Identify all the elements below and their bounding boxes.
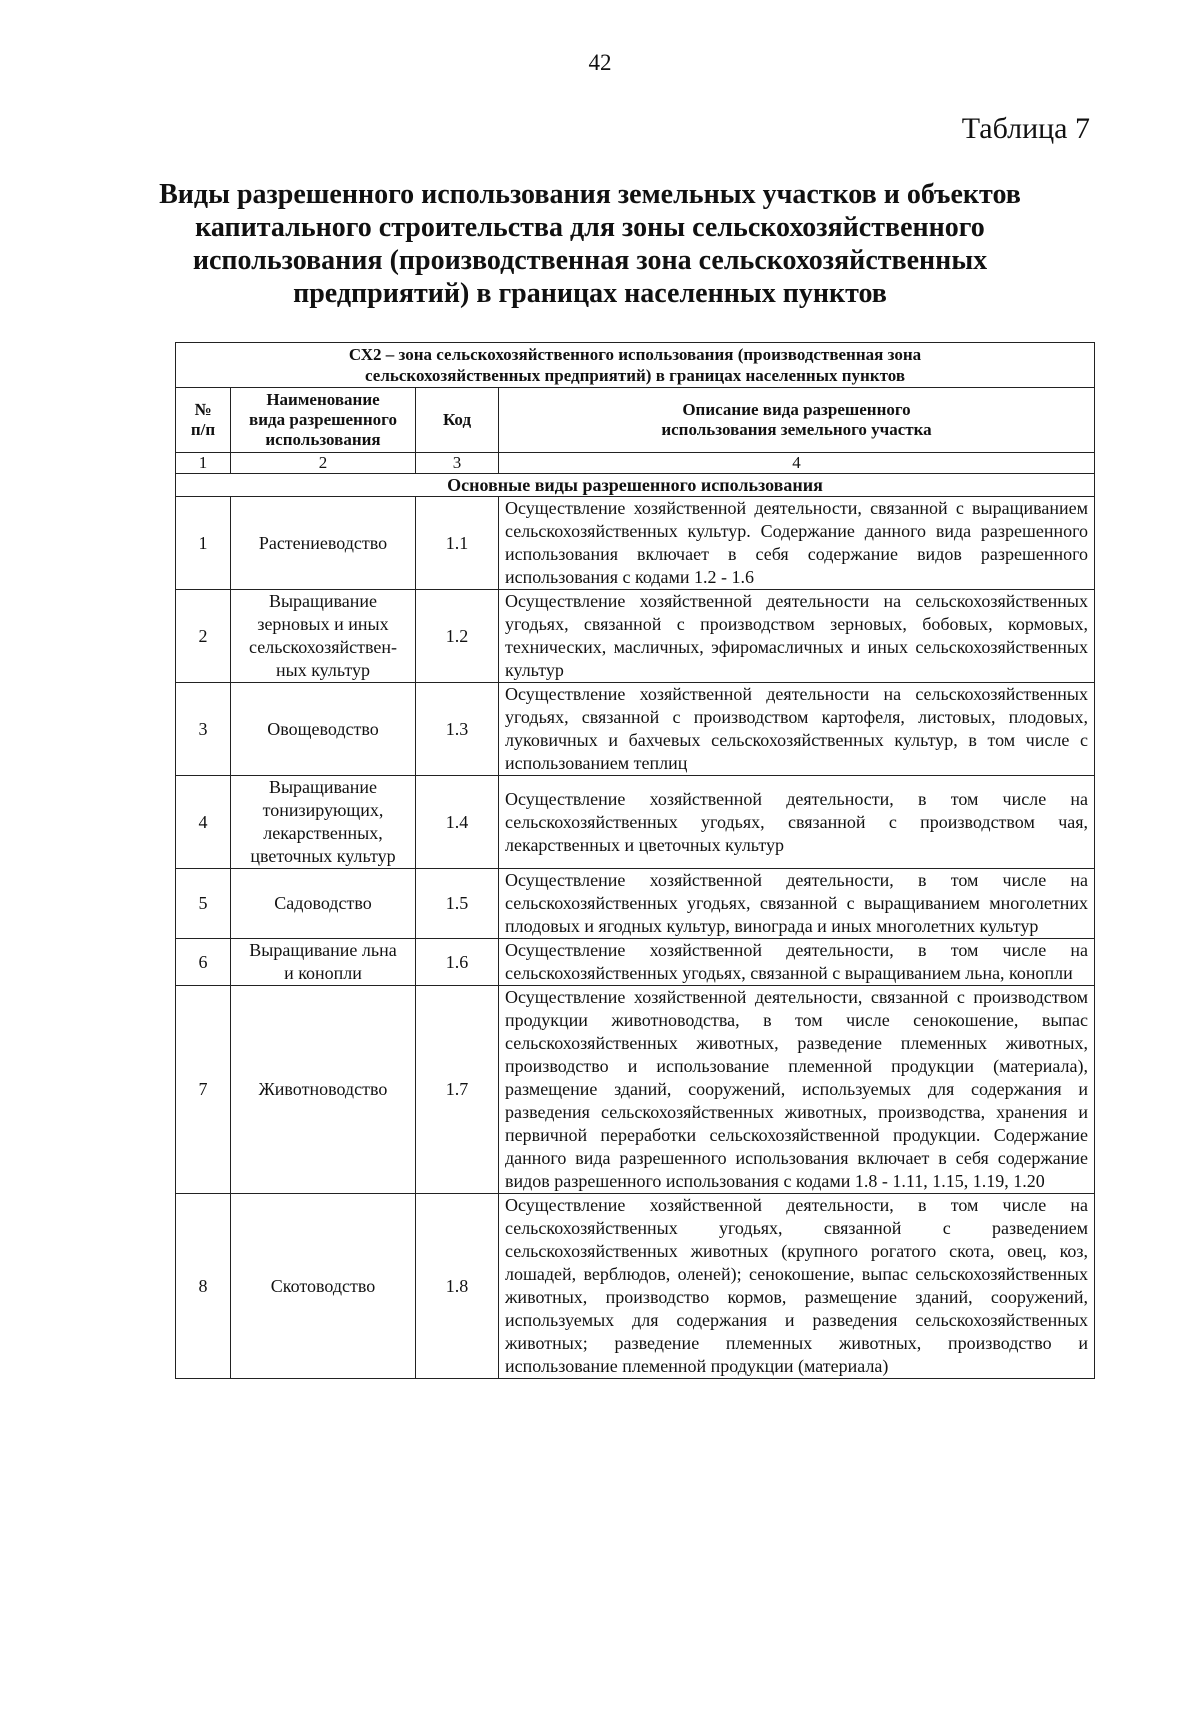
use-name-line: Выращивание — [268, 777, 378, 797]
header-code: Код — [416, 388, 499, 453]
row-number: 6 — [176, 939, 231, 986]
use-description: Осуществление хозяйственной деятельности, в том числе на сельскохозяйственных угодьях, связанной с производством чая, лекарственных и цветочных культур — [499, 776, 1095, 869]
use-description: Осуществление хозяйственной деятельности, связанной с производством продукции животноводства, в том числе сенокошение, выпас сельскохозяйственных животных, разведение племенных животных, производство и использование племенной продукции (материала), размещение зданий, сооружений, используемых для содержания и разведения сельскохозяйственных животных, производства, хранения и первичной переработки сельскохозяйственной продукции. Содержание данного вида разрешенного использования включает в себя содержание видов разрешенного использования с кодами 1.8 - 1.11, 1.15, 1.19, 1.20 — [499, 986, 1095, 1194]
table-row — [176, 939, 1095, 986]
header-row — [176, 388, 1095, 453]
header-name-line: вида разрешенного — [249, 410, 397, 429]
header-desc-line: Описание вида разрешенного — [682, 400, 911, 419]
table-row — [176, 497, 1095, 590]
use-code: 1.1 — [416, 497, 499, 590]
use-name-line: Животноводство — [258, 1079, 388, 1099]
header-num-line: № — [194, 400, 212, 419]
title-line: Виды разрешенного использования земельных участков и объектов — [159, 179, 1021, 210]
row-number: 7 — [176, 986, 231, 1194]
use-name-line: Растениеводство — [258, 532, 388, 553]
use-code: 1.3 — [416, 683, 499, 776]
use-name-line: ных культур — [275, 660, 371, 680]
zone-title-row — [176, 343, 1095, 388]
land-use-table — [175, 342, 1095, 1379]
use-code: 1.4 — [416, 776, 499, 869]
row-number: 4 — [176, 776, 231, 869]
use-name-line: тонизирующих, — [262, 800, 384, 820]
header-name-line: Наименование — [266, 390, 380, 409]
column-number: 4 — [499, 453, 1095, 474]
zone-title-cell — [176, 343, 1095, 388]
header-desc — [499, 388, 1095, 453]
table-row — [176, 683, 1095, 776]
header-num — [176, 388, 231, 453]
use-name-line: Скотоводство — [270, 1275, 376, 1296]
document-title — [150, 178, 1030, 310]
use-name-line: и конопли — [284, 963, 362, 983]
use-description: Осуществление хозяйственной деятельности, в том числе на сельскохозяйственных угодьях, связанной с выращиванием льна, конопли — [499, 939, 1095, 986]
use-code: 1.7 — [416, 986, 499, 1194]
table-row — [176, 1194, 1095, 1379]
use-name — [231, 497, 416, 590]
column-number: 3 — [416, 453, 499, 474]
use-description: Осуществление хозяйственной деятельности на сельскохозяйственных угодьях, связанной с производством картофеля, листовых, плодовых, луковичных и бахчевых сельскохозяйственных культур, в том числе с использованием теплиц — [499, 683, 1095, 776]
title-line: предприятий) в границах населенных пунктов — [293, 278, 887, 309]
use-name — [231, 986, 416, 1194]
table-label: Таблица 7 — [961, 112, 1090, 145]
use-description: Осуществление хозяйственной деятельности, связанной с выращиванием сельскохозяйственных культур. Содержание данного вида разрешенного использования включает в себя содержание видов разрешенного использования с кодами 1.2 - 1.6 — [499, 497, 1095, 590]
table-row — [176, 869, 1095, 939]
use-name-line: Садоводство — [274, 893, 372, 913]
use-name — [231, 683, 416, 776]
use-name-line: цветочных культур — [250, 846, 396, 866]
use-description: Осуществление хозяйственной деятельности на сельскохозяйственных угодьях, связанной с производством зерновых, бобовых, кормовых, технических, масличных, эфиромасличных и иных сельскохозяйственных культур — [499, 590, 1095, 683]
header-name — [231, 388, 416, 453]
header-num-line: п/п — [190, 420, 216, 439]
row-number: 8 — [176, 1194, 231, 1379]
table-row — [176, 590, 1095, 683]
column-number: 2 — [231, 453, 416, 474]
table-row — [176, 986, 1095, 1194]
zone-title-line: СХ2 – зона сельскохозяйственного использования (производственная зона — [348, 345, 922, 364]
use-name-line: зерновых и иных — [257, 614, 389, 634]
use-name-line: Овощеводство — [267, 718, 379, 739]
use-description: Осуществление хозяйственной деятельности, в том числе на сельскохозяйственных угодьях, связанной с выращиванием многолетних плодовых и ягодных культур, винограда и иных многолетних культур — [499, 869, 1095, 939]
table-row — [176, 776, 1095, 869]
use-code: 1.8 — [416, 1194, 499, 1379]
row-number: 1 — [176, 497, 231, 590]
use-name-line: Выращивание — [268, 591, 378, 611]
column-numbers-row — [176, 453, 1095, 474]
use-code: 1.5 — [416, 869, 499, 939]
column-number: 1 — [176, 453, 231, 474]
use-name — [231, 776, 416, 869]
zone-title-line: сельскохозяйственных предприятий) в границах населенных пунктов — [365, 366, 906, 385]
use-code: 1.6 — [416, 939, 499, 986]
row-number: 3 — [176, 683, 231, 776]
use-code: 1.2 — [416, 590, 499, 683]
use-name — [231, 1194, 416, 1379]
row-number: 2 — [176, 590, 231, 683]
use-name — [231, 939, 416, 986]
title-line: использования (производственная зона сельскохозяйственных — [192, 245, 988, 276]
use-name — [231, 590, 416, 683]
use-name-line: Выращивание льна — [249, 940, 397, 960]
header-name-line: использования — [265, 430, 381, 449]
row-number: 5 — [176, 869, 231, 939]
use-name-line: лекарственных, — [263, 823, 383, 843]
header-desc-line: использования земельного участка — [661, 420, 932, 439]
title-line: капитального строительства для зоны сельскохозяйственного — [195, 212, 985, 243]
page-number: 42 — [588, 50, 612, 75]
section-row — [176, 474, 1095, 497]
use-name — [231, 869, 416, 939]
use-description: Осуществление хозяйственной деятельности, в том числе на сельскохозяйственных угодьях, связанной с разведением сельскохозяйственных животных (крупного рогатого скота, овец, коз, лошадей, верблюдов, оленей); сенокошение, выпас сельскохозяйственных животных, производство кормов, размещение зданий, сооружений, используемых для содержания и разведения сельскохозяйственных животных; разведение племенных животных, производство и использование племенной продукции (материала) — [499, 1194, 1095, 1379]
section-title: Основные виды разрешенного использования — [176, 474, 1095, 497]
use-name-line: сельскохозяйствен- — [249, 637, 397, 657]
